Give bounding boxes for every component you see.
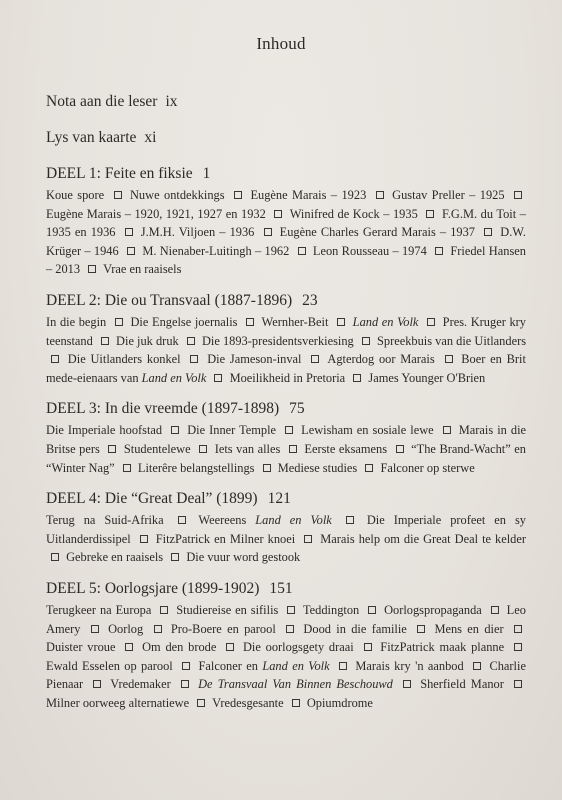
toc-item: Studentelewe: [123, 441, 191, 456]
separator-box-icon: [114, 191, 122, 199]
separator-box-icon: [171, 553, 179, 561]
toc-item: Falconer op sterwe: [380, 460, 475, 475]
part-page: 1: [202, 165, 211, 182]
toc-item: Die juk druk: [116, 333, 179, 348]
separator-box-icon: [199, 445, 207, 453]
toc-item: Weereens Land en Volk: [198, 513, 332, 528]
toc-item: Die vuur word gestook: [186, 550, 301, 565]
separator-box-icon: [339, 662, 347, 670]
part-page: 121: [267, 490, 291, 508]
part-3: [46, 399, 526, 477]
separator-box-icon: [514, 680, 522, 688]
part-items: [46, 601, 526, 713]
part-4: [46, 489, 526, 567]
part-heading: [46, 291, 526, 311]
toc-item: Opiumdrome: [306, 695, 373, 710]
part-title: DEEL 3: In die vreemde (1897-1898): [46, 400, 280, 418]
toc-item: Agterdog oor Marais: [327, 352, 435, 367]
separator-box-icon: [484, 228, 492, 236]
part-items: [46, 421, 526, 477]
separator-box-icon: [108, 445, 116, 453]
toc-item: Pro-Boere en parool: [170, 621, 276, 636]
separator-box-icon: [289, 445, 297, 453]
part-items: [46, 313, 526, 387]
toc-item: Die Inner Temple: [187, 423, 277, 438]
separator-box-icon: [304, 535, 312, 543]
part-items: [46, 186, 526, 279]
part-items: [46, 511, 526, 567]
separator-box-icon: [285, 426, 293, 434]
toc-item: Charlie Pienaar: [46, 658, 526, 692]
toc-item: FitzPatrick maak planne: [380, 640, 505, 655]
separator-box-icon: [51, 553, 59, 561]
toc-item: M. Nienaber-Luitingh – 1962: [142, 243, 290, 258]
separator-box-icon: [298, 247, 306, 255]
toc-item: Spreekbuis van die Uitlanders: [376, 333, 527, 348]
separator-box-icon: [473, 662, 481, 670]
toc-entry-page: ix: [165, 93, 178, 110]
separator-box-icon: [263, 464, 271, 472]
toc-item: Pres. Kruger kry teenstand: [46, 314, 526, 348]
separator-box-icon: [396, 445, 404, 453]
separator-box-icon: [376, 191, 384, 199]
separator-box-icon: [274, 210, 282, 218]
separator-box-icon: [226, 643, 234, 651]
toc-entry-nota: [46, 92, 526, 112]
separator-box-icon: [123, 464, 131, 472]
part-page: 151: [269, 579, 293, 597]
toc-item: Vrae en raaisels: [103, 262, 182, 277]
separator-box-icon: [234, 191, 242, 199]
toc-item: Marais in die Britse pers: [46, 423, 527, 456]
toc-item: Die 1893-presidentsverkiesing: [201, 333, 354, 348]
toc-item: Die Jameson-inval: [207, 352, 302, 367]
separator-box-icon: [140, 535, 148, 543]
separator-box-icon: [443, 426, 451, 434]
toc-item: Falconer en Land en Volk: [198, 658, 330, 673]
separator-box-icon: [182, 662, 190, 670]
toc-item: Iets van alles: [214, 441, 281, 456]
separator-box-icon: [125, 643, 133, 651]
toc-item: Gustav Preller – 1925: [392, 188, 505, 202]
toc-item: In die begin: [46, 314, 107, 329]
toc-item: Moeilikheid in Pretoria: [229, 370, 346, 385]
toc-item: Land en Volk: [352, 314, 419, 329]
toc-item: Nuwe ontdekkings: [129, 188, 225, 202]
part-title: DEEL 2: Die ou Transvaal (1887-1896): [46, 291, 293, 309]
toc-item: Leo Amery: [46, 602, 526, 636]
toc-item: D.W. Krüger – 1946: [46, 225, 526, 258]
separator-box-icon: [362, 337, 370, 345]
toc-item: Gebreke en raaisels: [66, 550, 164, 565]
part-title: DEEL 1: Feite en fiksie: [46, 165, 193, 182]
toc-item: James Younger O'Brien: [368, 370, 486, 385]
toc-item: Eugène Charles Gerard Marais – 1937: [279, 225, 476, 240]
separator-box-icon: [491, 606, 499, 614]
separator-box-icon: [427, 318, 435, 326]
separator-box-icon: [187, 337, 195, 345]
separator-box-icon: [127, 247, 135, 255]
separator-box-icon: [91, 625, 99, 633]
toc-item: Friedel Hansen – 2013: [46, 243, 526, 277]
separator-box-icon: [403, 680, 411, 688]
toc-entry-page: xi: [144, 129, 157, 146]
toc-item: Die oorlogsgety draai: [242, 640, 354, 655]
separator-box-icon: [88, 265, 96, 273]
part-1: [46, 164, 526, 279]
separator-box-icon: [346, 516, 354, 524]
separator-box-icon: [287, 606, 295, 614]
separator-box-icon: [125, 228, 133, 236]
toc-item: Die Uitlanders konkel: [67, 352, 181, 367]
toc-item: J.M.H. Viljoen – 1936: [140, 225, 255, 240]
separator-box-icon: [51, 355, 59, 363]
toc-item: Mediese studies: [277, 460, 358, 475]
toc-item: Marais kry 'n aanbod: [355, 658, 464, 673]
separator-box-icon: [171, 426, 179, 434]
page-title: Inhoud: [256, 34, 306, 53]
toc-item: Oorlogspropaganda: [384, 602, 482, 617]
separator-box-icon: [286, 625, 294, 633]
separator-box-icon: [353, 374, 361, 382]
part-heading: [46, 399, 526, 419]
part-page: 75: [289, 400, 305, 418]
separator-box-icon: [181, 680, 189, 688]
table-of-contents: [46, 92, 526, 724]
separator-box-icon: [311, 355, 319, 363]
separator-box-icon: [178, 516, 186, 524]
separator-box-icon: [435, 247, 443, 255]
toc-entry-kaarte: [46, 128, 526, 148]
part-title: DEEL 5: Oorlogsjare (1899-1902): [46, 579, 260, 597]
separator-box-icon: [445, 355, 453, 363]
separator-box-icon: [214, 374, 222, 382]
part-page: 23: [302, 291, 318, 309]
toc-item: Eugène Marais – 1920, 1921, 1927 en 1932: [46, 206, 266, 221]
separator-box-icon: [364, 643, 372, 651]
toc-item: Winifred de Kock – 1935: [289, 206, 418, 221]
toc-item: Sherfield Manor: [420, 677, 504, 692]
toc-item: “The Brand-Wacht” en “Winter Nag”: [46, 441, 526, 475]
separator-box-icon: [160, 606, 168, 614]
part-heading: [46, 489, 526, 509]
toc-item: Koue spore: [46, 188, 105, 202]
toc-item: Milner oorweeg alternatiewe: [46, 695, 190, 710]
separator-box-icon: [190, 355, 198, 363]
toc-item: Duister vroue: [46, 640, 116, 655]
separator-box-icon: [426, 210, 434, 218]
part-title: DEEL 4: Die “Great Deal” (1899): [46, 490, 258, 508]
toc-item: Eugène Marais – 1923: [250, 188, 367, 202]
toc-item: Die Engelse joernalis: [130, 314, 238, 329]
toc-item: Terug na Suid-Afrika: [46, 513, 164, 528]
toc-item: Boer en Brit mede-eienaars van Land en Volk: [46, 352, 526, 385]
toc-item: Lewisham en sosiale lewe: [301, 423, 434, 438]
separator-box-icon: [101, 337, 109, 345]
toc-item: Teddington: [302, 602, 360, 617]
separator-box-icon: [292, 699, 300, 707]
toc-item: Die Imperiale profeet en sy Uitlanderdissipel: [46, 513, 526, 546]
toc-item: Wernher-Beit: [261, 314, 329, 329]
separator-box-icon: [514, 625, 522, 633]
separator-box-icon: [264, 228, 272, 236]
toc-entry-label: Nota aan die leser: [46, 93, 158, 110]
toc-item: Leon Rousseau – 1974: [312, 243, 427, 258]
toc-item: FitzPatrick en Milner knoei: [155, 531, 296, 546]
separator-box-icon: [417, 625, 425, 633]
toc-item: Vredemaker: [110, 677, 171, 692]
toc-item: Literêre belangstellings: [137, 460, 255, 475]
separator-box-icon: [337, 318, 345, 326]
toc-item: Die Imperiale hoofstad: [46, 423, 163, 438]
separator-box-icon: [368, 606, 376, 614]
part-heading: [46, 579, 526, 599]
part-heading: [46, 164, 526, 184]
toc-item: Vredesgesante: [212, 695, 284, 710]
part-5: [46, 579, 526, 713]
separator-box-icon: [246, 318, 254, 326]
toc-item: Om den brode: [142, 640, 217, 655]
toc-item: Ewald Esselen op parool: [46, 658, 173, 673]
toc-item: Mens en dier: [434, 621, 504, 636]
separator-box-icon: [514, 191, 522, 199]
toc-item: Dood in die familie: [303, 621, 407, 636]
toc-item: Marais help om die Great Deal te kelder: [320, 531, 527, 546]
toc-entry-label: Lys van kaarte: [46, 129, 137, 146]
part-2: [46, 291, 526, 387]
separator-box-icon: [93, 680, 101, 688]
toc-item: Eerste eksamens: [304, 441, 388, 456]
separator-box-icon: [197, 699, 205, 707]
toc-item: De Transvaal Van Binnen Beschouwd: [198, 677, 393, 692]
separator-box-icon: [154, 625, 162, 633]
separator-box-icon: [365, 464, 373, 472]
separator-box-icon: [115, 318, 123, 326]
toc-item: Oorlog: [108, 621, 144, 636]
separator-box-icon: [514, 643, 522, 651]
toc-item: Terugkeer na Europa: [46, 602, 152, 617]
toc-item: Studiereise en sifilis: [176, 602, 279, 617]
toc-item: F.G.M. du Toit – 1935 en 1936: [46, 206, 526, 240]
